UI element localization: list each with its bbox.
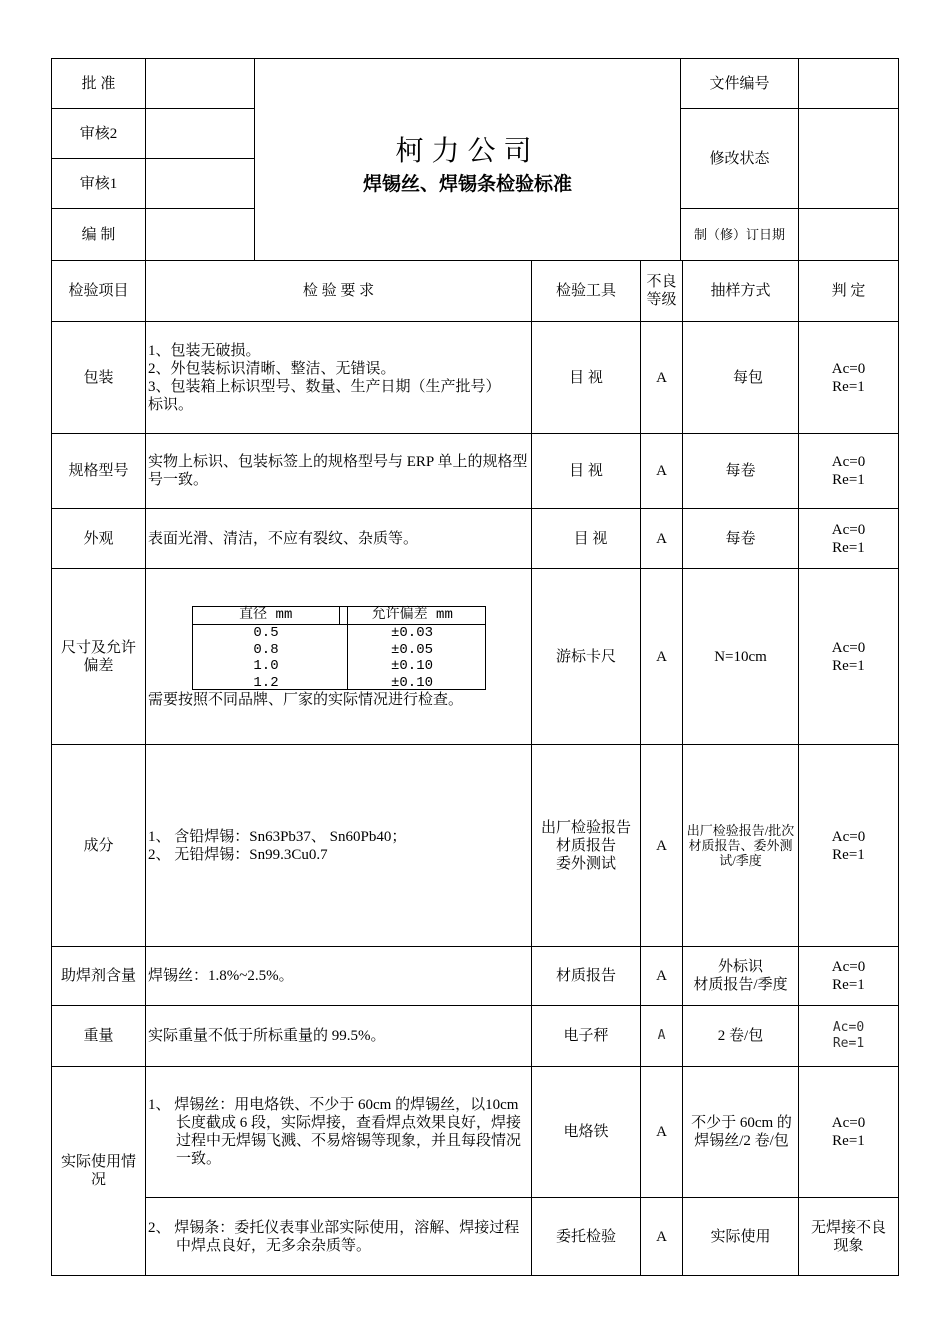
line (145, 260, 146, 1276)
tool-model: 目 视 (569, 463, 603, 479)
judgement-actual-use-bar: 无焊接不良 现象 (810, 1219, 886, 1254)
judgement-dimension: Ac=0 Re=1 (831, 639, 866, 674)
approve-label: 批 准 (81, 75, 116, 92)
col-header-sampling: 抽样方式 (710, 283, 771, 299)
item-weight: 重量 (83, 1028, 114, 1044)
judgement-packaging: Ac=0 Re=1 (831, 360, 866, 395)
border-right (898, 58, 899, 1276)
tool-packaging: 目 视 (569, 369, 603, 386)
tool-weight: 电子秤 (563, 1028, 609, 1044)
tool-composition: 出厂检验报告 材质报告 委外测试 (540, 819, 631, 872)
requirement-composition: 1、 含铅焊锡：Sn63Pb37、 Sn60Pb40； 2、 无铅焊锡：Sn99.3Cu0.7 (148, 828, 407, 863)
col-header-judgement: 判 定 (831, 283, 866, 299)
col-header-item: 检验项目 (68, 283, 129, 299)
compile-label: 编 制 (81, 226, 116, 243)
file-no-label: 文件编号 (709, 75, 770, 92)
judgement-model: Ac=0 Re=1 (831, 454, 866, 488)
level-composition: A (656, 837, 667, 854)
table-row (193, 658, 485, 675)
col-header-requirement: 检 验 要 求 (302, 283, 375, 299)
judgement-actual-use-wire: Ac=0 Re=1 (831, 1115, 866, 1149)
tolerance-value: ±0.05 (390, 641, 433, 658)
item-composition: 成分 (83, 837, 114, 854)
tool-actual-use-bar: 委托检验 (555, 1228, 616, 1245)
dimension-table-header (193, 607, 485, 625)
tolerance-header: 允许偏差 mm (371, 607, 453, 623)
item-model: 规格型号 (68, 463, 129, 479)
line (798, 58, 799, 260)
sampling-packaging: 每包 (732, 369, 763, 386)
table-row (193, 625, 485, 642)
review2-label: 审核2 (79, 125, 118, 142)
table-row (193, 642, 485, 659)
level-flux: A (656, 968, 667, 984)
item-packaging: 包装 (83, 369, 114, 386)
tool-appearance: 目 视 (573, 530, 608, 547)
tolerance-value: ±0.10 (390, 674, 433, 691)
dimension-table (192, 606, 486, 690)
requirement-dimension-note: 需要按照不同品牌、厂家的实际情况进行检查。 (148, 692, 464, 708)
item-actual-use: 实际使用情 况 (60, 1154, 136, 1188)
tolerance-value: ±0.03 (390, 625, 433, 641)
judgement-appearance: Ac=0 Re=1 (831, 521, 866, 556)
col-header-tool: 检验工具 (555, 283, 616, 299)
tool-actual-use-wire: 电烙铁 (563, 1124, 609, 1140)
revision-label: 修改状态 (709, 150, 770, 167)
col-header-defect-level: 不良 等级 (646, 274, 677, 308)
level-appearance: A (656, 530, 667, 547)
item-flux: 助焊剂含量 (60, 968, 136, 984)
diameter-value: 1.0 (253, 658, 279, 674)
level-model: A (656, 463, 667, 479)
requirement-actual-use-bar: 2、 焊锡条：委托仪表事业部实际使用，溶解、焊接过程中焊点良好，无多余杂质等。 (148, 1219, 520, 1254)
level-dimension: A (656, 648, 667, 665)
requirement-appearance: 表面光滑、清洁，不应有裂纹、杂质等。 (148, 530, 419, 547)
table-row (193, 675, 485, 692)
judgement-flux: Ac=0 Re=1 (831, 959, 866, 993)
sampling-actual-use-wire: 不少于 60cm 的焊锡丝/2 卷/包 (691, 1115, 792, 1149)
diameter-header: 直径 mm (193, 607, 340, 624)
company-name: 柯力公司 (395, 136, 540, 167)
tool-dimension: 游标卡尺 (555, 648, 616, 665)
border-bottom (51, 1275, 899, 1276)
judgement-weight: Ac=0 Re=1 (832, 1020, 865, 1051)
sampling-appearance: 每卷 (725, 530, 756, 547)
sampling-composition: 出厂检验报告/批次 材质报告、委外测试/季度 (686, 823, 795, 868)
review1-label: 审核1 (79, 175, 118, 192)
date-label: 制（修）订日期 (693, 226, 785, 242)
requirement-model: 实物上标识、包装标签上的规格型号与 ERP 单上的规格型号一致。 (148, 454, 528, 488)
sampling-weight: 2 卷/包 (717, 1028, 764, 1044)
document-title: 焊锡丝、焊锡条检验标准 (362, 173, 572, 195)
requirement-packaging: 1、包装无破损。 2、外包装标识清晰、整洁、无错误。 3、包装箱上标识型号、数量、生产日期（生产批号） 标识。 (148, 342, 501, 413)
diameter-value: 0.5 (253, 625, 279, 641)
sampling-model: 每卷 (725, 463, 756, 479)
requirement-flux: 焊锡丝：1.8%~2.5%。 (148, 968, 294, 984)
sampling-actual-use-bar: 实际使用 (710, 1228, 771, 1245)
diameter-value: 0.8 (253, 641, 279, 658)
tolerance-value: ±0.10 (390, 658, 433, 674)
item-appearance: 外观 (83, 530, 114, 547)
sampling-flux: 外标识 材质报告/季度 (693, 959, 788, 993)
level-packaging: A (656, 369, 667, 386)
diameter-value: 1.2 (253, 674, 279, 691)
level-weight: A (657, 1028, 666, 1043)
item-dimension: 尺寸及允许 偏差 (60, 639, 136, 674)
requirement-actual-use-wire: 1、 焊锡丝：用电烙铁、不少于 60cm 的焊锡丝，以10cm 长度截成 6 段，实际焊接，查看焊点效果良好，焊接过程中无焊锡飞溅、不易熔锡等现象，并且每段情况一致。 (148, 1097, 522, 1167)
level-actual-use-wire: A (656, 1124, 667, 1140)
line (145, 58, 146, 260)
judgement-composition: Ac=0 Re=1 (831, 828, 866, 863)
tool-flux: 材质报告 (555, 968, 616, 984)
requirement-weight: 实际重量不低于所标重量的 99.5%。 (148, 1028, 386, 1044)
sampling-dimension: N=10cm (714, 648, 767, 665)
level-actual-use-bar: A (656, 1228, 667, 1245)
